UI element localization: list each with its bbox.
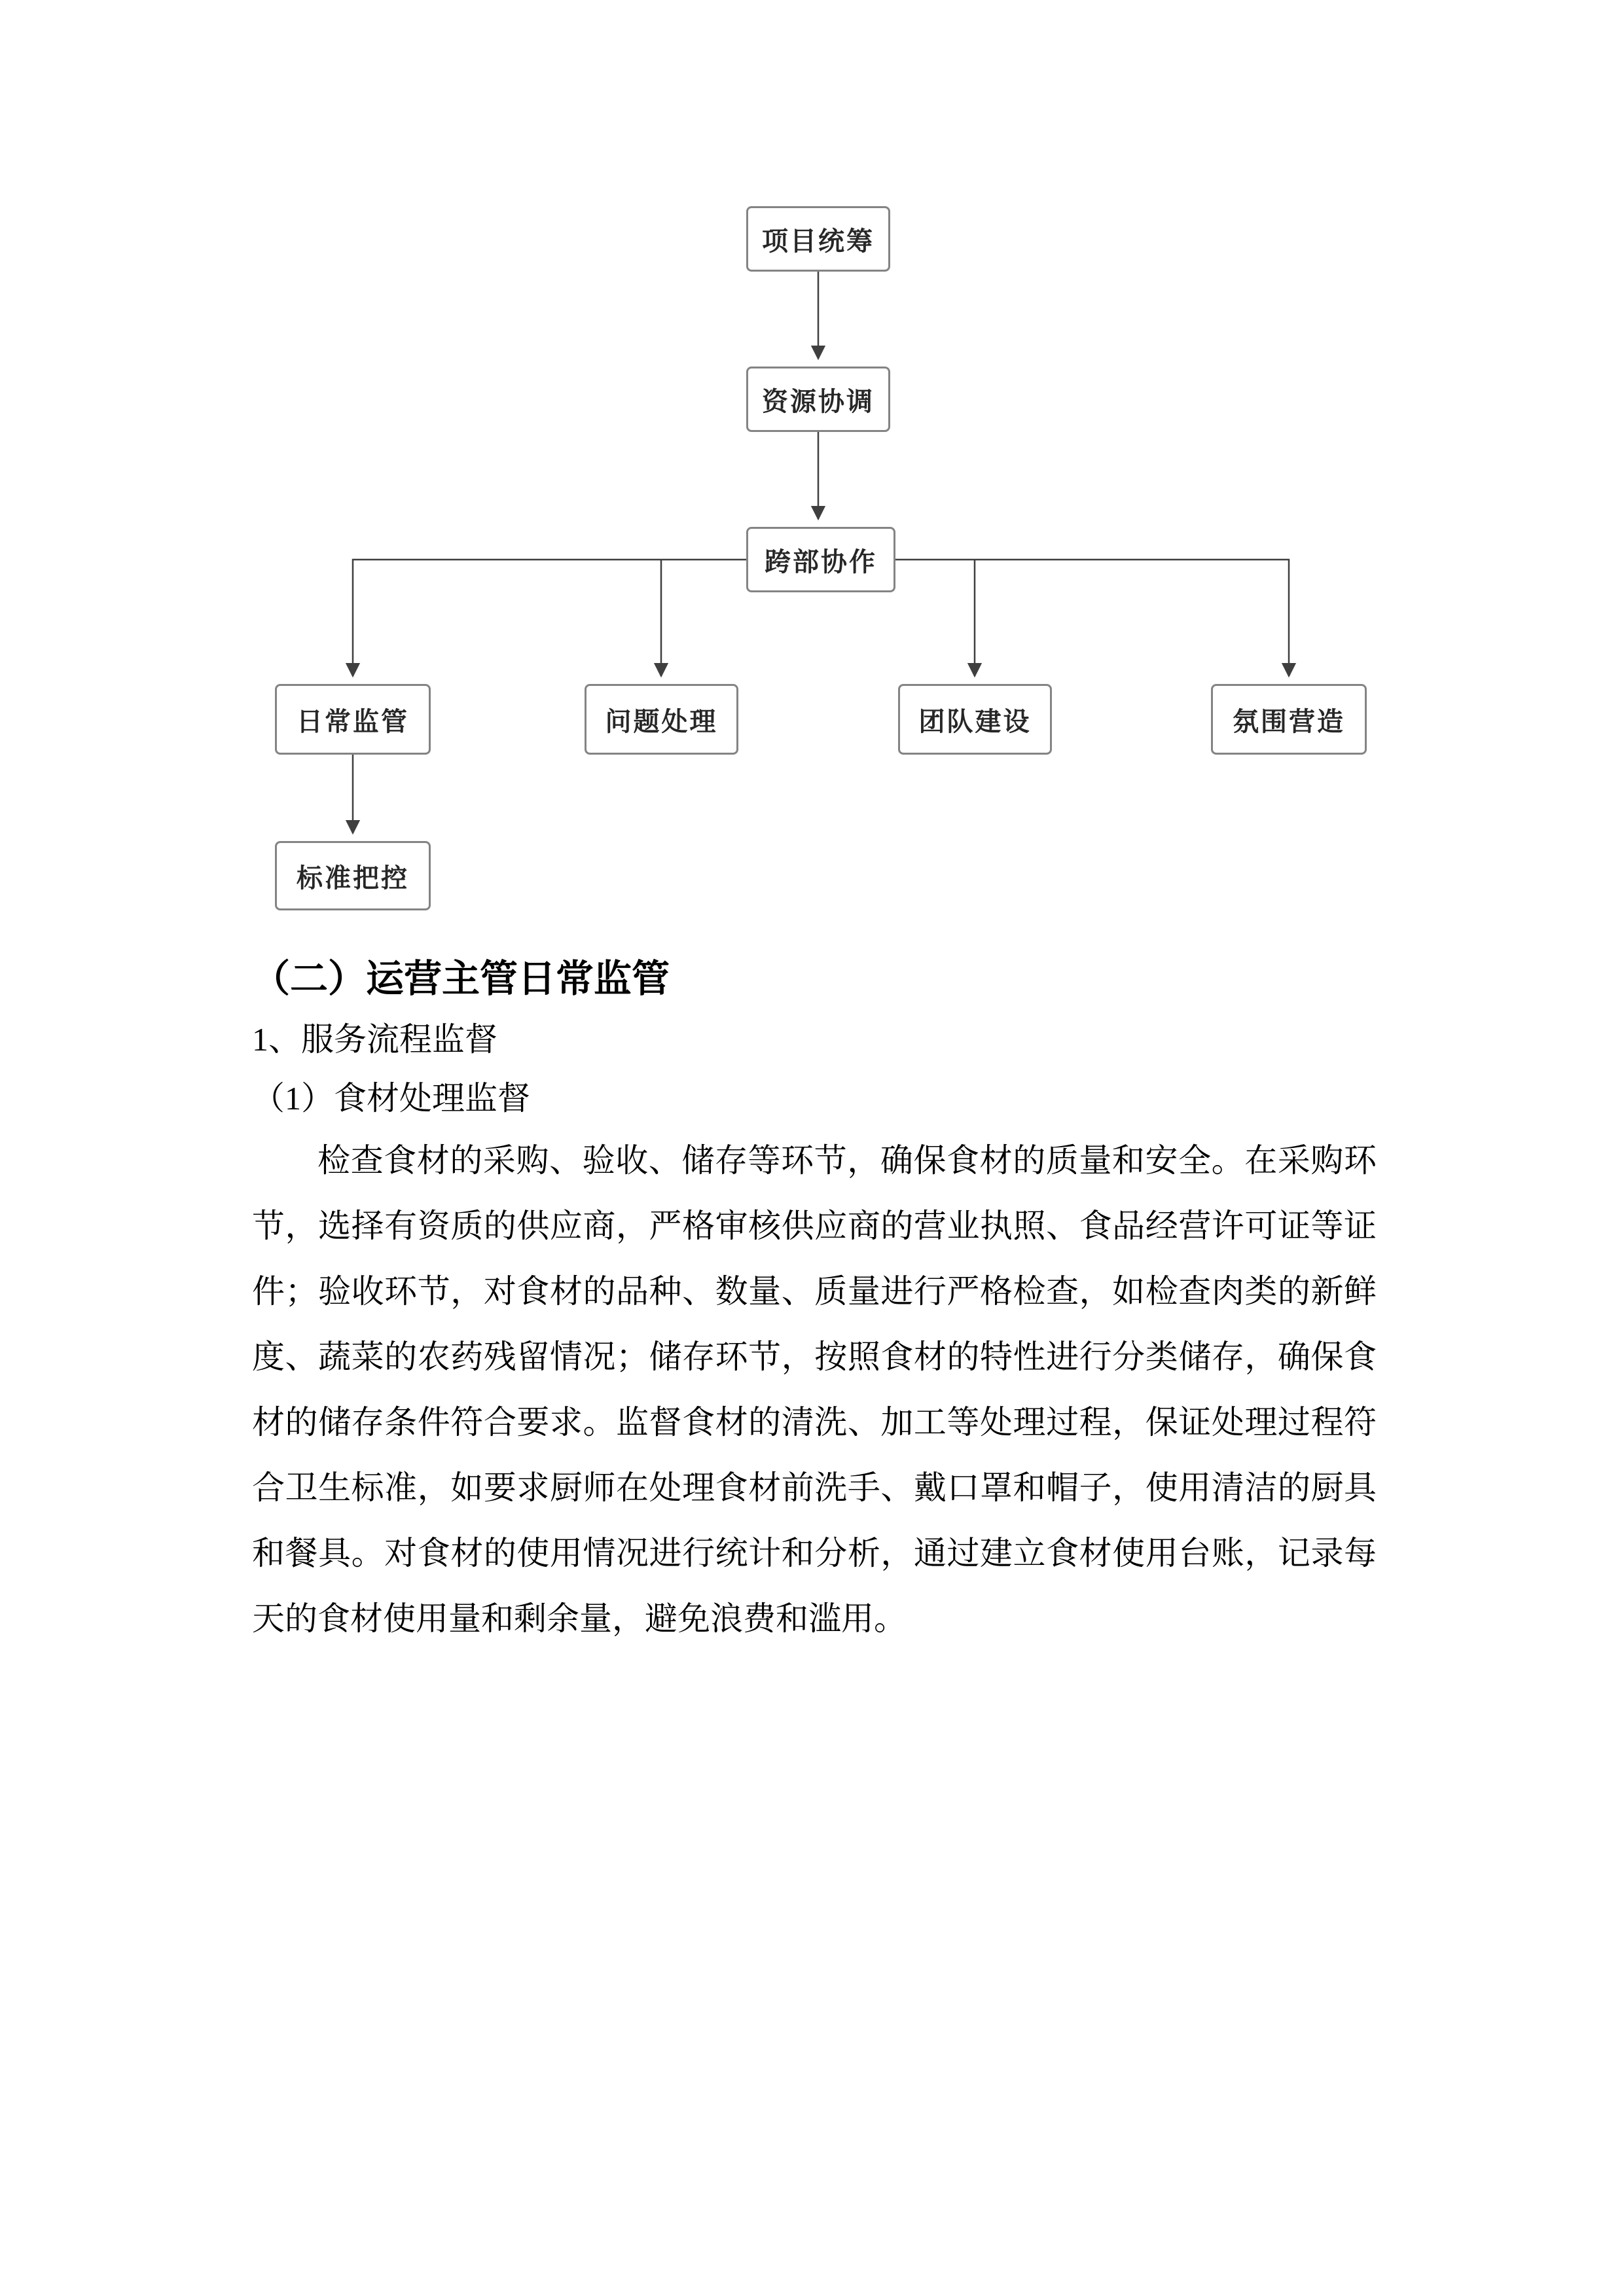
flowchart-node-label: 问题处理 [605, 706, 718, 736]
flowchart-node-standard [275, 841, 431, 910]
subheading-level2: （1）食材处理监督 [252, 1079, 530, 1117]
flowchart-node-label: 资源协调 [762, 386, 875, 416]
flowchart-node-problem [585, 684, 738, 755]
flowchart-node-label: 标准把控 [297, 863, 409, 893]
flowchart-node-team [898, 684, 1052, 755]
flowchart-node-label: 项目统筹 [762, 226, 875, 256]
body-paragraph: 检查食材的采购、验收、储存等环节，确保食材的质量和安全。在采购环节，选择有资质的供应商，严格审核供应商的营业执照、食品经营许可证等证件；验收环节，对食材的品种、数量、质量进行严格检查，如检查肉类的新鲜度、蔬菜的农药残留情况；储存环节，按照食材的特性进行分类储存，确保食材的储存条件符合要求。监督食材的清洗、加工等处理过程，保证处理过程符合卫生标准，如要求厨师在处理食材前洗手、戴口罩和帽子，使用清洁的厨具和餐具。对食材的使用情况进行统计和分析，通过建立食材使用台账，记录每天的食材使用量和剩余量，避免浪费和滥用。 [252, 1141, 1377, 1637]
subheading-level1: 1、服务流程监督 [252, 1020, 497, 1058]
flowchart-node-label: 团队建设 [918, 706, 1032, 736]
flowchart-connectors [0, 0, 1624, 949]
flowchart-node-label: 跨部协作 [765, 547, 877, 577]
flowchart-node-cross [746, 527, 895, 592]
flowchart-node-project [746, 206, 890, 272]
section-heading: （二）运营主管日常监管 [252, 958, 670, 1000]
flowchart-node-resource [746, 367, 890, 432]
text-section [252, 949, 1377, 1651]
flowchart [0, 0, 1624, 949]
flowchart-node-label: 氛围营造 [1233, 706, 1345, 736]
flowchart-node-atmosphere [1211, 684, 1367, 755]
flowchart-node-label: 日常监管 [297, 706, 409, 736]
flowchart-node-daily [275, 684, 431, 755]
